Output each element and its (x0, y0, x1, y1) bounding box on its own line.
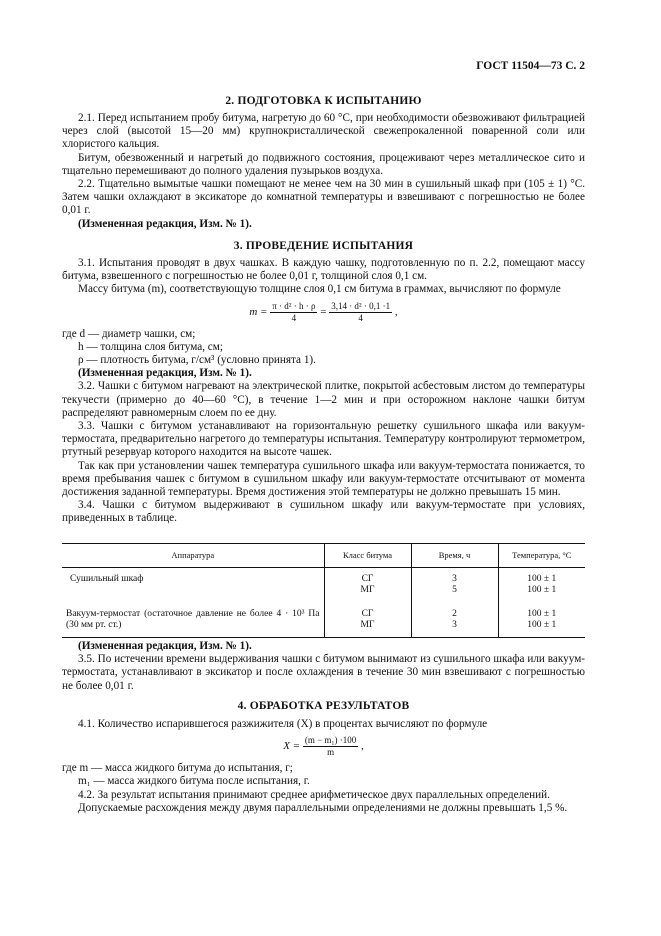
legend-m: где m — масса жидкого битума до испытания, г; (62, 762, 293, 775)
paragraph-3-4: 3.4. Чашки с битумом выдерживают в сушильном шкафу или вакуум-термостате при условиях, приведенных в таблице. (62, 499, 585, 525)
loss-formula: X = $\frac{\text{(m − m₁) ·100}}{m}$ , (283, 735, 364, 758)
paragraph-3-3: 3.3. Чашки с битумом устанавливают на горизонтальную решетку сушильного шкафа или вакуум-термостата, предварительно нагретого до температуры испытания. Температуру контролируют термометром, ртутный резервуар которого находится на высоте чашек. (62, 420, 585, 459)
table-cell-apparatus: Вакуум-термостат (остаточное давление не более 4 · 10³ Па (30 мм рт. ст.) (62, 599, 324, 638)
legend-h: h — толщина слоя битума, см; (78, 340, 223, 353)
page-header: ГОСТ 11504—73 С. 2 (476, 60, 585, 72)
legend-m1: m₁ — масса жидкого битума после испытания, г. (78, 775, 310, 788)
paragraph-2-1: 2.1. Перед испытанием пробу битума, нагретую до 60 °С, при необходимости обезвоживают фильтрацией через слой (высотой 15—20 мм) крупнокристаллической свежепрокаленной поваренной соли или хлористого кальция. (62, 112, 585, 151)
table-header: Класс битума (324, 544, 411, 568)
revision-note: (Измененная редакция, Изм. № 1). (78, 217, 252, 230)
table-cell-apparatus: Сушильный шкаф (62, 568, 324, 600)
paragraph-3-5: 3.5. По истечении времени выдерживания чашки с битумом вынимают из сушильного шкафа или вакуум-термостата, устанавливают в эксикатор и после охлаждения в течение 30 мин взвешивают с погрешностью не более 0,01 г. (62, 653, 585, 692)
table-cell-class: СГ МГ (324, 568, 411, 600)
table-header: Температура, °С (498, 544, 585, 568)
table-row (62, 599, 585, 638)
paragraph-3-1b: Массу битума (m), соответствующую толщине слоя 0,1 см битума в граммах, вычисляют по формуле (78, 283, 561, 296)
table-cell-temp: 100 ± 1 100 ± 1 (498, 599, 585, 638)
table-cell-time: 3 5 (411, 568, 498, 600)
paragraph-3-1: 3.1. Испытания проводят в двух чашках. В каждую чашку, подготовленную по п. 2.2, помещают массу битума, взвешенного с погрешностью не более 0,01 г, толщиной слоя 0,1 см. (62, 257, 585, 283)
paragraph-3-3b: Так как при установлении чашек температура сушильного шкафа или вакуум-термостата понижается, то время пребывания чашек с битумом в сушильном шкафу или вакуум-термостате отсчитывают от момента достижения заданной температуры. Время достижения этой температуры не должно превышать 15 мин. (62, 459, 585, 499)
table-row (62, 568, 585, 600)
paragraph-4-2b: Допускаемые расхождения между двумя параллельными определениями не должны превышать 1,5 %. (78, 801, 568, 814)
table-cell-temp: 100 ± 1 100 ± 1 (527, 574, 557, 595)
revision-note: (Измененная редакция, Изм. № 1). (78, 640, 252, 652)
legend-rho: ρ — плотность битума, г/см³ (условно принята 1). (78, 354, 316, 367)
paragraph-2-1b: Битум, обезвоженный и нагретый до подвижного состояния, процеживают через металлическое сито и тщательно перемешивают до полного удаления пузырьков воздуха. (62, 151, 585, 177)
table-cell-class: СГ МГ (324, 599, 411, 638)
section-4-title: 4. ОБРАБОТКА РЕЗУЛЬТАТОВ (237, 700, 410, 712)
conditions-table (62, 543, 585, 638)
section-2-title: 2. ПОДГОТОВКА К ИСПЫТАНИЮ (225, 95, 422, 107)
section-3-title: 3. ПРОВЕДЕНИЕ ИСПЫТАНИЯ (233, 240, 414, 252)
mass-formula: m = $\frac{\text{π · d² · h · ρ}}{4}$ = $\frac{\text{3,14 · d² · 0,1 ·1}}{4}$ , (249, 300, 398, 323)
table-header: Аппаратура (62, 544, 324, 568)
paragraph-4-2: 4.2. За результат испытания принимают среднее арифметическое двух параллельных определений. (78, 788, 550, 801)
revision-note: (Измененная редакция, Изм. № 1). (78, 367, 252, 380)
table-cell-time: 2 3 (411, 599, 498, 638)
paragraph-4-1: 4.1. Количество испарившегося разжижителя (X) в процентах вычисляют по формуле (78, 718, 488, 730)
legend-d: где d — диаметр чашки, см; (62, 327, 196, 340)
paragraph-3-2: 3.2. Чашки с битумом нагревают на электрической плитке, покрытой асбестовым листом до температуры текучести (примерно до 40—60 °С), в течение 1—2 мин и при осторожном наклоне чашки битум распределяют равномерным слоем по ее дну. (62, 380, 585, 419)
table-header: Время, ч (411, 544, 498, 568)
paragraph-2-2: 2.2. Тщательно вымытые чашки помещают не менее чем на 30 мин в сушильный шкаф при (105 ± 1) °С. Затем чашки охлаждают в эксикаторе до комнатной температуры и взвешивают с погрешностью не более 0,01 г. (62, 178, 585, 217)
